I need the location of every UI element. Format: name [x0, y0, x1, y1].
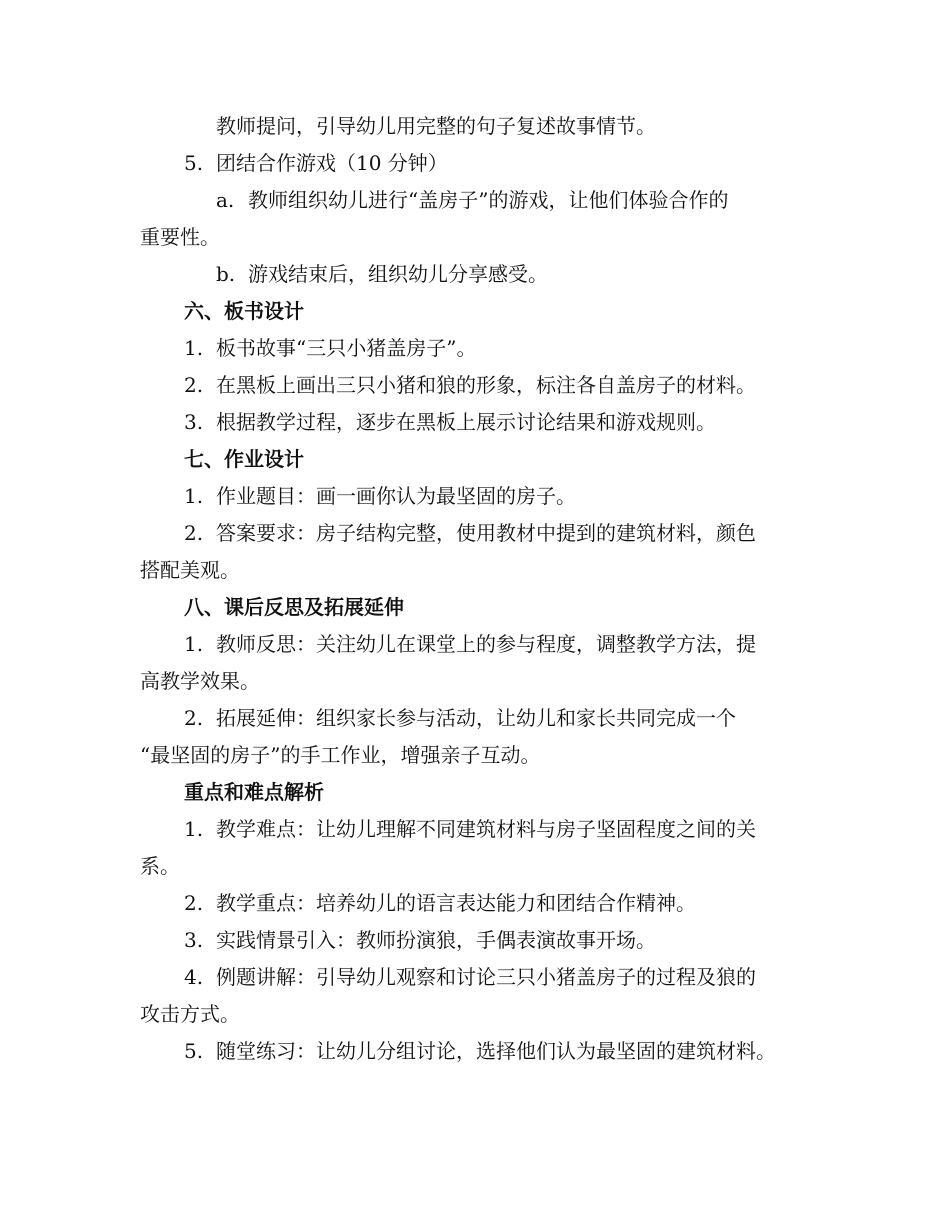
item-number: 1.: [184, 817, 204, 841]
paragraph-line: [140, 219, 840, 256]
list-item: [184, 330, 884, 367]
item-text: 教学重点：培养幼儿的语言表达能力和团结合作精神。: [216, 891, 696, 915]
item-number: 4.: [184, 965, 204, 989]
item-text: 游戏结束后，组织幼儿分享感受。: [248, 262, 548, 286]
item-number: 2.: [184, 521, 204, 545]
item-number: 5.: [184, 1039, 204, 1063]
item-text: 答案要求：房子结构完整，使用教材中提到的建筑材料，颜色: [216, 521, 756, 545]
item-text: 团结合作游戏（10 分钟）: [216, 151, 448, 175]
item-text: 作业题目：画一画你认为最坚固的房子。: [216, 484, 576, 508]
line-text: 重要性。: [140, 225, 220, 249]
item-number: 2.: [184, 891, 204, 915]
line-text: 攻击方式。: [140, 1002, 240, 1026]
list-item: [184, 922, 884, 959]
list-item: [184, 1033, 884, 1070]
item-text: 例题讲解：引导幼儿观察和讨论三只小猪盖房子的过程及狼的: [216, 965, 756, 989]
item-number: 1.: [184, 484, 204, 508]
section-heading: [184, 589, 884, 626]
item-number: 5.: [184, 151, 204, 175]
item-number: 1.: [184, 632, 204, 656]
item-text: 实践情景引入：教师扮演狼，手偶表演故事开场。: [216, 928, 656, 952]
item-text: 拓展延伸：组织家长参与活动，让幼儿和家长共同完成一个: [216, 706, 736, 730]
list-item: [184, 700, 884, 737]
list-item: [184, 367, 884, 404]
heading-text: 八、课后反思及拓展延伸: [184, 595, 404, 619]
line-text: 搭配美观。: [140, 558, 240, 582]
section-heading: [184, 441, 884, 478]
item-text: 根据教学过程，逐步在黑板上展示讨论结果和游戏规则。: [216, 410, 716, 434]
item-text: 在黑板上画出三只小猪和狼的形象，标注各自盖房子的材料。: [216, 373, 756, 397]
list-item: [184, 404, 884, 441]
paragraph-line: [140, 737, 840, 774]
item-text: 教学难点：让幼儿理解不同建筑材料与房子坚固程度之间的关: [216, 817, 756, 841]
list-item: [184, 626, 884, 663]
line-text: “最坚固的房子”的手工作业，增强亲子互动。: [140, 743, 541, 767]
section-heading: [184, 293, 884, 330]
item-number: 2.: [184, 373, 204, 397]
line-text: 系。: [140, 854, 180, 878]
item-text: 教师反思：关注幼儿在课堂上的参与程度，调整教学方法，提: [216, 632, 756, 656]
paragraph-line: [140, 996, 840, 1033]
list-item: [184, 145, 884, 182]
item-number: b.: [216, 262, 236, 286]
list-item: [184, 959, 884, 996]
list-item: [184, 885, 884, 922]
item-number: a.: [216, 188, 235, 212]
paragraph-line: [140, 663, 840, 700]
list-item: [184, 478, 884, 515]
list-item: [184, 811, 884, 848]
item-number: 2.: [184, 706, 204, 730]
item-text: 教师组织幼儿进行“盖房子”的游戏，让他们体验合作的: [248, 188, 729, 212]
heading-text: 七、作业设计: [184, 447, 304, 471]
paragraph-line: [140, 848, 840, 885]
item-text: 板书故事“三只小猪盖房子”。: [216, 336, 477, 360]
list-item: [216, 182, 916, 219]
paragraph-line: [140, 552, 840, 589]
list-item: [216, 256, 916, 293]
heading-text: 六、板书设计: [184, 299, 304, 323]
item-number: 3.: [184, 928, 204, 952]
heading-text: 重点和难点解析: [184, 780, 324, 804]
line-text: 高教学效果。: [140, 669, 260, 693]
item-number: 1.: [184, 336, 204, 360]
paragraph-line: [216, 108, 916, 145]
item-number: 3.: [184, 410, 204, 434]
item-text: 随堂练习：让幼儿分组讨论，选择他们认为最坚固的建筑材料。: [216, 1039, 776, 1063]
section-heading: [184, 774, 884, 811]
list-item: [184, 515, 884, 552]
line-text: 教师提问，引导幼儿用完整的句子复述故事情节。: [216, 114, 656, 138]
